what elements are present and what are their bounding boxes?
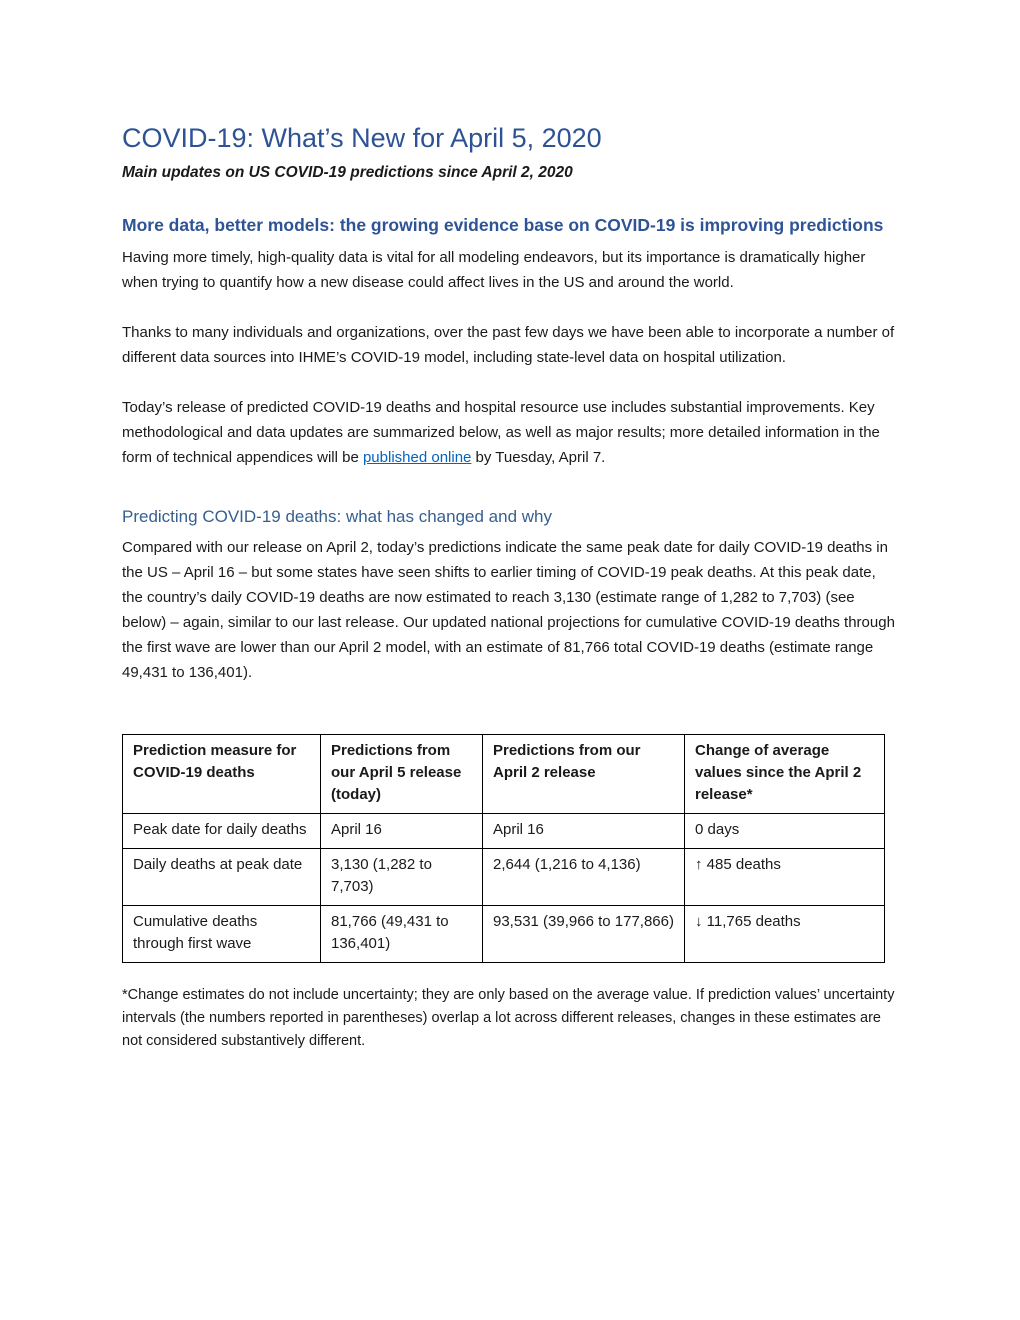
table-header-april2: Predictions from our April 2 release	[483, 735, 685, 814]
published-online-link[interactable]: published online	[362, 449, 472, 466]
table-cell: April 16	[321, 814, 483, 849]
document-page	[122, 0, 900, 1053]
table-cell: Daily deaths at peak date	[123, 849, 321, 906]
table-cell: 2,644 (1,216 to 4,136)	[483, 849, 685, 906]
table-row-cumulative-deaths	[123, 906, 885, 963]
predictions-table	[122, 734, 885, 963]
body-paragraph-4: Compared with our release on April 2, today’s predictions indicate the same peak date for daily COVID-19 deaths in the US – April 16 – but some states have seen shifts to earlier timing of COVID-19 peak deaths. At this peak date, the country’s daily COVID-19 deaths are now estimated to reach 3,130 (estimate range of 1,282 to 7,703) (see below) – again, similar to our last release. Our updated national projections for cumulative COVID-19 deaths through the first wave are lower than our April 2 model, with an estimate of 81,766 total COVID-19 deaths (estimate range 49,431 to 136,401).	[122, 539, 895, 681]
table-cell: ↑ 485 deaths	[685, 849, 885, 906]
table-cell: Cumulative deaths through first wave	[123, 906, 321, 963]
table-row-daily-deaths	[123, 849, 885, 906]
document-subtitle: Main updates on US COVID-19 predictions since April 2, 2020	[122, 164, 573, 181]
table-header-april5: Predictions from our April 5 release (today)	[321, 735, 483, 814]
paragraph-text-before-link: Today’s release of predicted COVID-19 deaths and hospital resource use includes substantial improvements. Key methodological and data updates are summarized below, as well as major results; more detailed information in the form of technical appendices will be	[122, 399, 880, 466]
body-paragraph-1: Having more timely, high-quality data is vital for all modeling endeavors, but its importance is dramatically higher when trying to quantify how a new disease could affect lives in the US and around the world.	[122, 249, 866, 291]
table-cell: ↓ 11,765 deaths	[685, 906, 885, 963]
body-paragraph-3	[122, 395, 900, 470]
table-header-row	[123, 735, 885, 814]
table-row-peak-date	[123, 814, 885, 849]
table-cell: 93,531 (39,966 to 177,866)	[483, 906, 685, 963]
section-heading-more-data: More data, better models: the growing evidence base on COVID-19 is improving predictions	[122, 215, 884, 235]
body-paragraph-2: Thanks to many individuals and organizations, over the past few days we have been able to incorporate a number of different data sources into IHME’s COVID-19 model, including state-level data on hospital utilization.	[122, 324, 895, 366]
paragraph-text-after-link: by Tuesday, April 7.	[471, 449, 606, 466]
table-cell: Peak date for daily deaths	[123, 814, 321, 849]
section-heading-predicting-deaths: Predicting COVID-19 deaths: what has changed and why	[122, 507, 552, 526]
table-header-change: Change of average values since the April 2 release*	[685, 735, 885, 814]
table-footnote: *Change estimates do not include uncertainty; they are only based on the average value. If prediction values’ uncertainty intervals (the numbers reported in parentheses) overlap a lot across different releases, changes in these estimates are not considered substantively different.	[122, 987, 895, 1049]
table-cell: April 16	[483, 814, 685, 849]
table-cell: 81,766 (49,431 to 136,401)	[321, 906, 483, 963]
table-cell: 0 days	[685, 814, 885, 849]
document-title: COVID-19: What’s New for April 5, 2020	[122, 123, 602, 153]
table-header-measure: Prediction measure for COVID-19 deaths	[123, 735, 321, 814]
table-cell: 3,130 (1,282 to 7,703)	[321, 849, 483, 906]
